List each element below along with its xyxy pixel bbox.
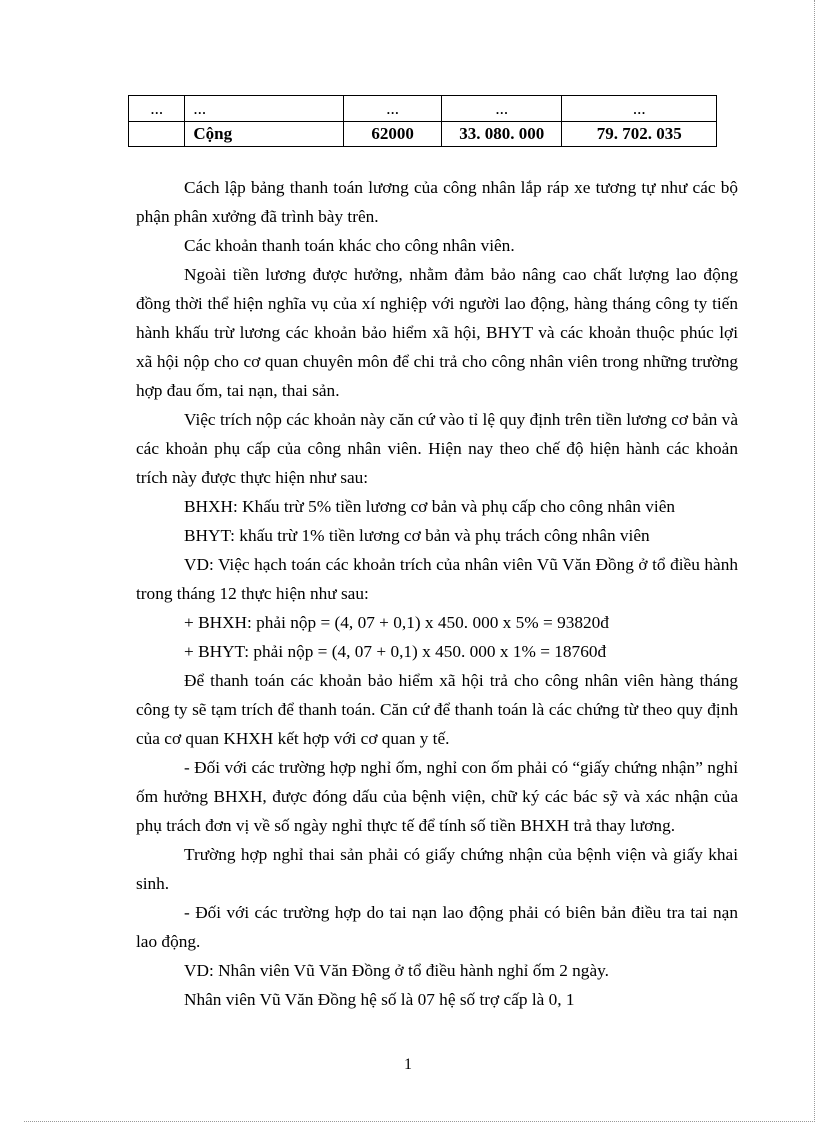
table-row-total <box>129 122 717 147</box>
formula-line: + BHYT: phải nộp = (4, 07 + 0,1) x 450. 000 x 1% = 18760đ <box>184 642 607 661</box>
paragraph: - Đối với các trường hợp nghỉ ốm, nghỉ con ốm phải có “giấy chứng nhận” nghỉ ốm hưởng BHXH, được đóng dấu của bệnh viện, chữ ký các bác sỹ và xác nhận của phụ trách đơn vị về số ngày nghỉ thực tế để tính số tiền BHXH trả thay lương. <box>136 758 738 835</box>
total-label: Cộng <box>185 122 344 147</box>
total-amount-2: 79. 702. 035 <box>562 122 717 147</box>
table-cell: ... <box>185 96 344 122</box>
total-quantity: 62000 <box>344 122 442 147</box>
paragraph: BHYT: khấu trừ 1% tiền lương cơ bản và phụ trách công nhân viên <box>184 526 650 545</box>
table-cell <box>129 122 185 147</box>
paragraph: - Đối với các trường hợp do tai nạn lao động phải có biên bản điều tra tai nạn lao động. <box>136 903 738 951</box>
paragraph: BHXH: Khấu trừ 5% tiền lương cơ bản và phụ cấp cho công nhân viên <box>184 497 676 516</box>
paragraph: Trường hợp nghỉ thai sản phải có giấy chứng nhận của bệnh viện và giấy khai sinh. <box>136 845 738 893</box>
paragraph: Nhân viên Vũ Văn Đồng hệ số là 07 hệ số trợ cấp là 0, 1 <box>184 990 575 1009</box>
paragraph: Việc trích nộp các khoản này căn cứ vào tỉ lệ quy định trên tiền lương cơ bản và các khoản phụ cấp của công nhân viên. Hiện nay theo chế độ hiện hành các khoản trích này được thực hiện như sau: <box>136 410 738 487</box>
paragraph: Cách lập bảng thanh toán lương của công nhân lắp ráp xe tương tự như các bộ phận phân xưởng đã trình bày trên. <box>136 178 738 226</box>
total-amount-1: 33. 080. 000 <box>442 122 562 147</box>
summary-table <box>128 95 717 147</box>
table-cell: ... <box>562 96 717 122</box>
paragraph: VD: Nhân viên Vũ Văn Đồng ở tổ điều hành nghỉ ốm 2 ngày. <box>184 961 609 980</box>
body-text <box>136 173 738 1014</box>
formula-line: + BHXH: phải nộp = (4, 07 + 0,1) x 450. 000 x 5% = 93820đ <box>184 613 609 632</box>
table-row <box>129 96 717 122</box>
table-cell: ... <box>344 96 442 122</box>
table-cell: ... <box>129 96 185 122</box>
table-cell: ... <box>442 96 562 122</box>
paragraph: Ngoài tiền lương được hưởng, nhằm đảm bảo nâng cao chất lượng lao động đồng thời thể hiện nghĩa vụ của xí nghiệp với người lao động, hàng tháng công ty tiến hành khấu trừ lương các khoản bảo hiểm xã hội, BHYT và các khoản thuộc phúc lợi xã hội nộp cho cơ quan chuyên môn để chi trả cho công nhân viên trong những trường hợp đau ốm, tai nạn, thai sản. <box>136 265 738 400</box>
paragraph: Để thanh toán các khoản bảo hiểm xã hội trả cho công nhân viên hàng tháng công ty sẽ tạm trích để thanh toán. Căn cứ để thanh toán là các chứng từ theo quy định của cơ quan KHXH kết hợp với cơ quan y tế. <box>136 671 738 748</box>
paragraph: VD: Việc hạch toán các khoản trích của nhân viên Vũ Văn Đồng ở tổ điều hành trong tháng 12 thực hiện như sau: <box>136 555 738 603</box>
paragraph: Các khoản thanh toán khác cho công nhân viên. <box>184 236 515 255</box>
page-number: 1 <box>404 1056 412 1073</box>
